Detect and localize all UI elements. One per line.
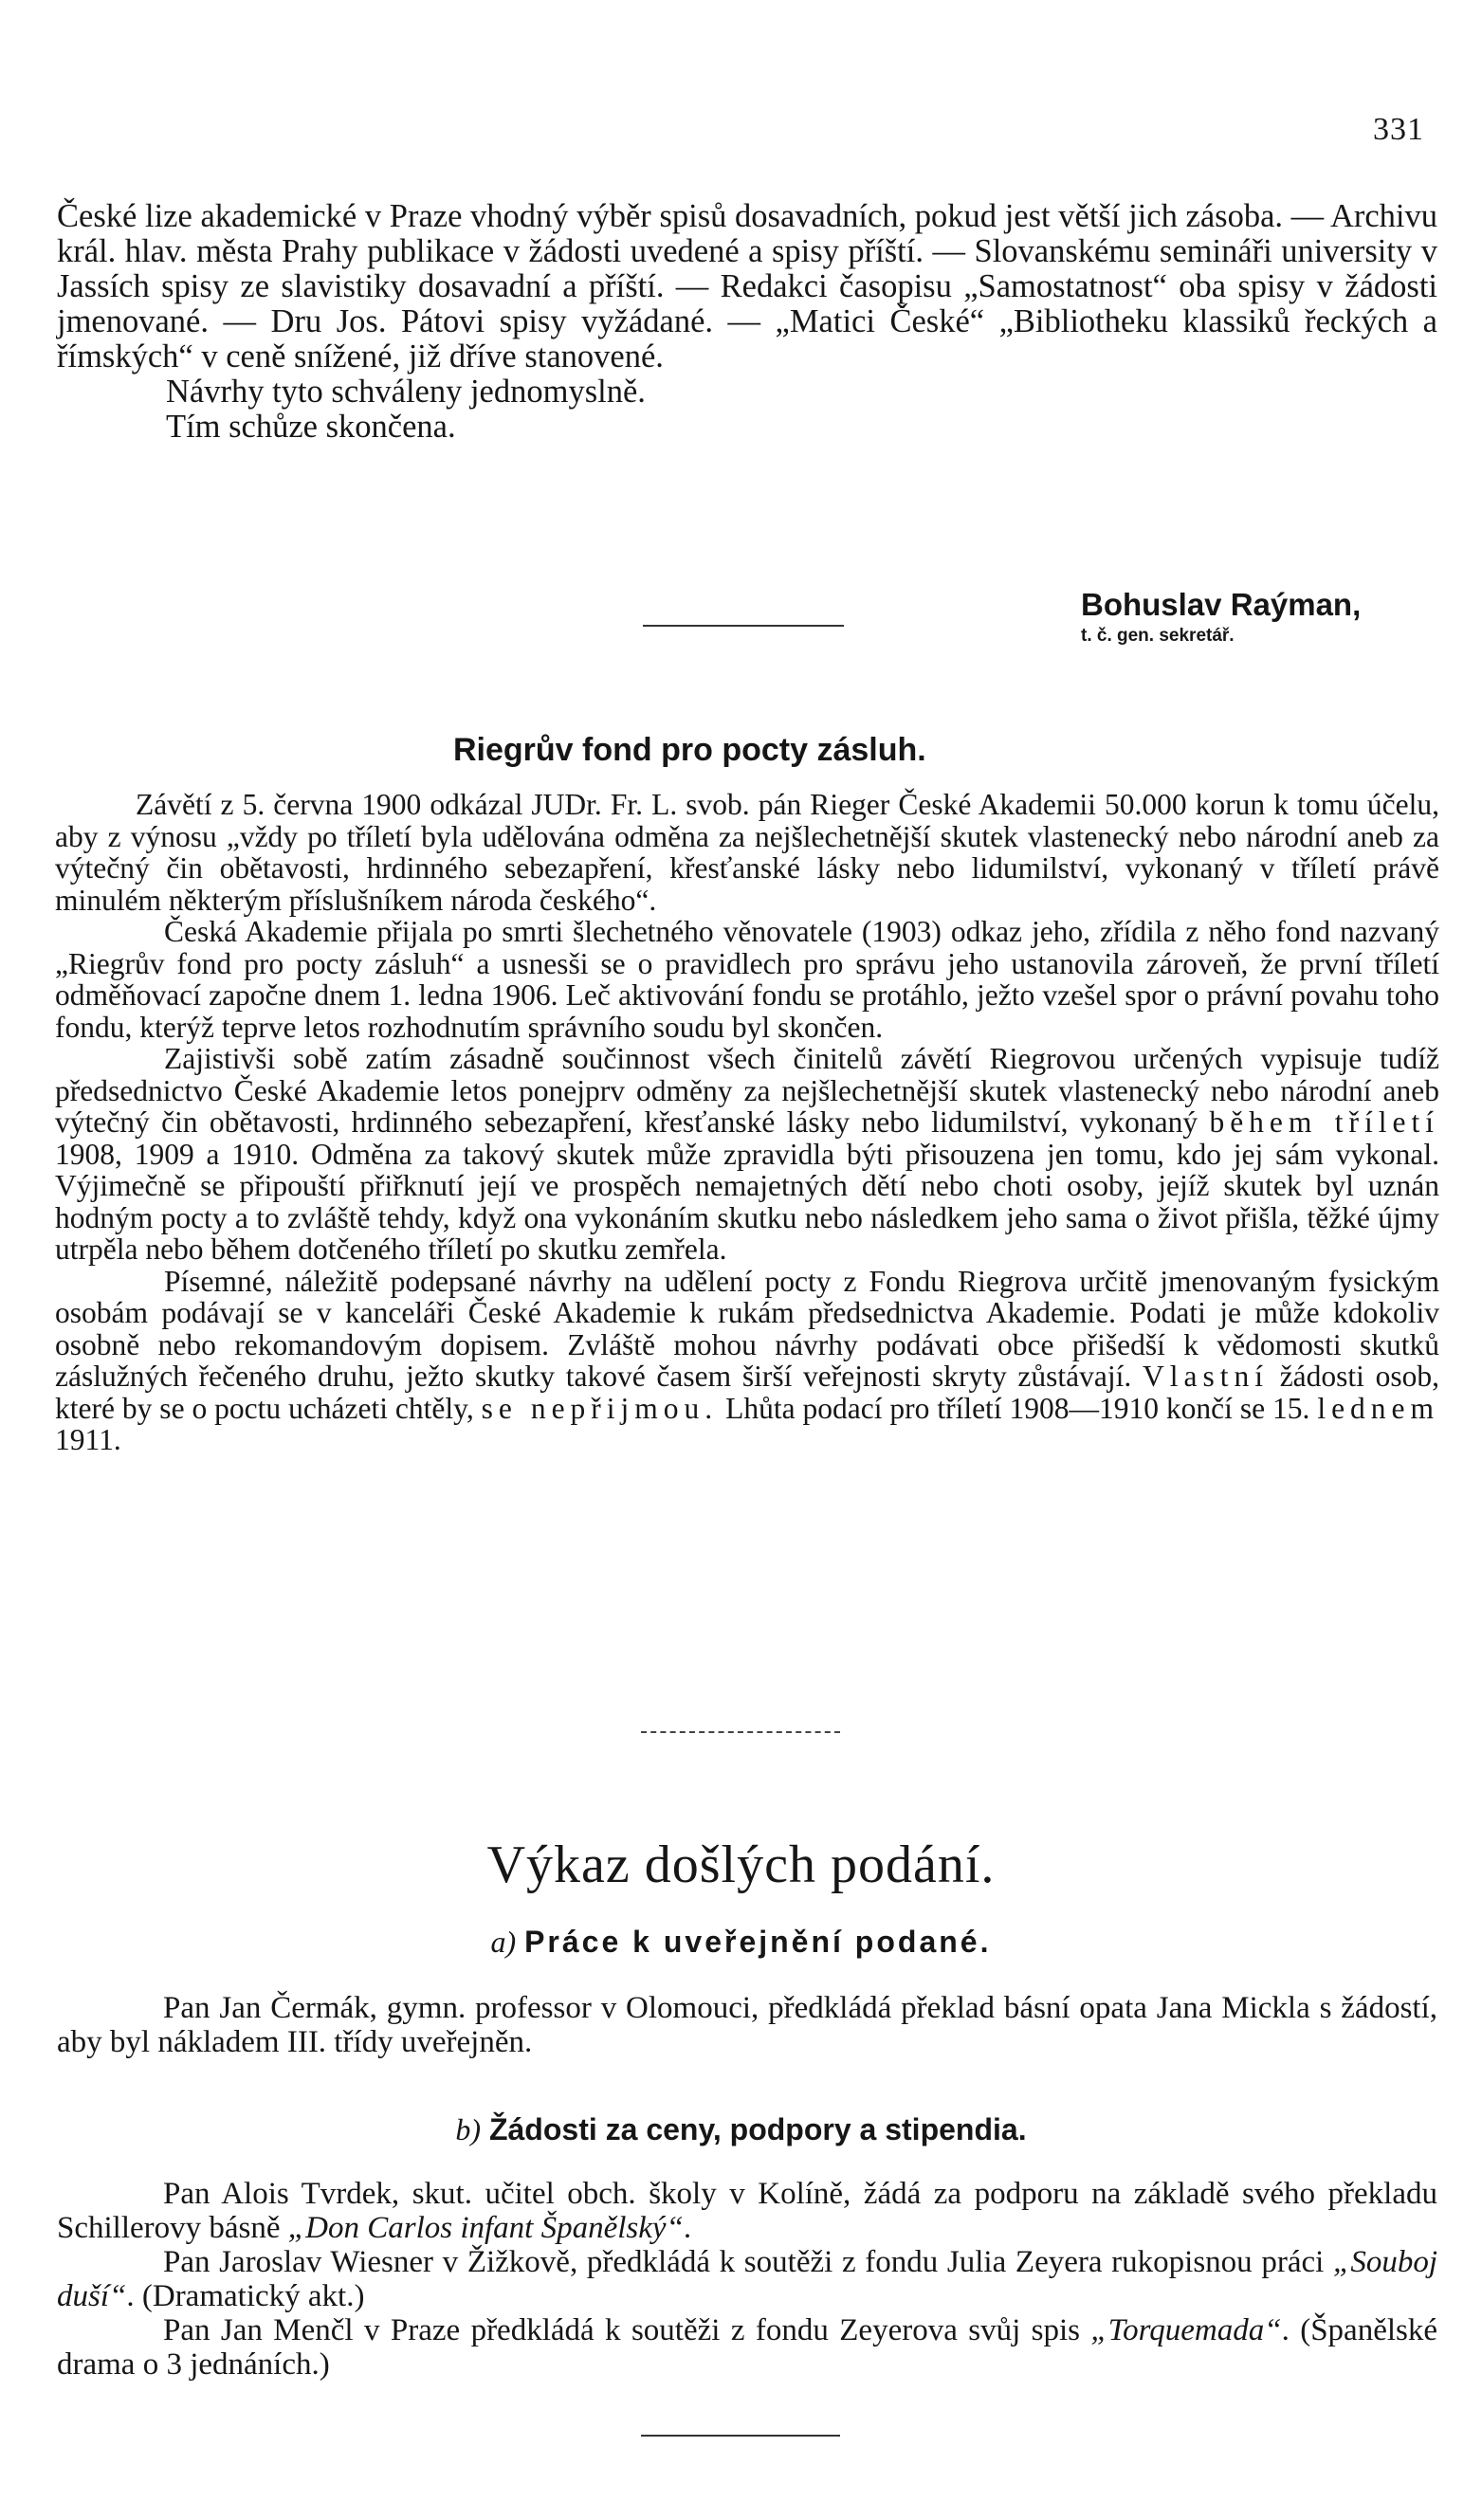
riegr-paragraph-4: Písemné, náležitě podepsané návrhy na udělení pocty z Fondu Riegrova určitě jmenovaným fysickým osobám podávají se v kanceláři České Akademie k rukám předsednictva Akademie. Podati je může kdokoliv osobně nebo rekomandovým dopisem. Zvláště mohou návrhy podávati obce přišedší k vědomosti skutků záslužných řečeného druhu, ježto skutky takové časem širší veřejnosti skryty zůstávají. Vlastní žádosti osob, které by se o poctu ucházeti chtěly, se nepřijmou. Lhůta podací pro tříletí 1908—1910 končí se 15. lednem 1911. [55, 1264, 1440, 1456]
riegr-fond-section [55, 789, 1439, 1456]
section-a-body [57, 1991, 1437, 2059]
signature-role: t. č. gen. sekretář. [1081, 626, 1235, 646]
section-a-heading: a) Práce k uveřejnění podané. [490, 1925, 992, 1959]
intro-section [57, 199, 1437, 445]
section-b-heading: b) Žádosti za ceny, podpory a stipendia. [455, 2112, 1027, 2146]
riegr-paragraph-3: Zajistivši sobě zatím zásadně součinnost všech činitelů závětí Riegrovou určených vypisuje tudíž předsednictvo České Akademie letos ponejprv odměny za nejšlechetnější skutek vlastenecký nebo národní aneb výtečný čin obětavosti, hrdinného sebezapření, křesťanské lásky nebo lidumilství, vykonaný během tříletí 1908, 1909 a 1910. Odměna za takový skutek může zpravidla býti přisouzena jen tomu, kdo jej sám vykonal. Výjimečně se připouští přiřknutí její ve prospěch nemajetných dětí nebo choti osoby, jejíž skutek byl uznán hodným pocty a to zvláště tehdy, když ona vykonáním skutku nebo následkem jeho sama o život přišla, těžké újmy utrpěla nebo během dotčeného tříletí po skutku zemřela. [55, 1042, 1440, 1266]
vykaz-title: Výkaz došlých podání. [486, 1835, 996, 1894]
section-b-paragraph-1: Pan Alois Tvrdek, skut. učitel obch. školy v Kolíně, žádá za podporu na základě svého překladu Schillerovy básně „Don Carlos infant Španělský“. [57, 2177, 1437, 2245]
section-divider [641, 1731, 840, 1733]
riegr-fond-heading: Riegrův fond pro pocty zásluh. [453, 732, 926, 768]
intro-paragraph: České lize akademické v Praze vhodný výběr spisů dosavadních, pokud jest větší jich zásoba. — Archivu král. hlav. města Prahy publikace v žádosti uvedené a spisy příští. — Slovanskému semináři university v Jassích spisy ze slavistiky dosavadní a příští. — Redakci časopisu „Samostatnost“ oba spisy v žádosti jmenované. — Dru Jos. Pátovi spisy vyžádané. — „Matici České“ „Bibliotheku klassiků řeckých a římských“ v ceně snížené, již dříve stanovené. [57, 198, 1437, 374]
signature-name: Bohuslav Raýman, [1081, 587, 1362, 622]
divider-rule [643, 625, 844, 627]
section-b-paragraph-2: Pan Jaroslav Wiesner v Žižkově, předkládá k soutěži z fondu Julia Zeyera rukopisnou práci „Souboj duší“. (Dramatický akt.) [57, 2245, 1437, 2313]
section-a-paragraph: Pan Jan Čermák, gymn. professor v Olomouci, předkládá překlad básní opata Jana Mickla s žádostí, aby byl nákladem III. třídy uveřejněn. [57, 1991, 1437, 2059]
approval-line: Návrhy tyto schváleny jednomyslně. [166, 374, 646, 410]
closing-line: Tím schůze skončena. [166, 409, 456, 445]
section-b-body [57, 2177, 1437, 2382]
section-b-paragraph-3: Pan Jan Menčl v Praze předkládá k soutěži z fondu Zeyerova svůj spis „Torquemada“. (Španělské drama o 3 jednáních.) [57, 2313, 1438, 2382]
page-number: 331 [1373, 112, 1424, 147]
riegr-paragraph-2: Česká Akademie přijala po smrti šlechetného věnovatele (1903) odkaz jeho, zřídila z něho fond nazvaný „Riegrův fond pro pocty zásluh“ a usnesši se o pravidlech pro správu jeho ustanovila zároveň, že první tříletí odměňovací započne dnem 1. ledna 1906. Leč aktivování fondu se protáhlo, ježto vzešel spor o právní povahu toho fondu, kterýž teprve letos rozhodnutím správního soudu byl skončen. [55, 915, 1439, 1044]
bottom-divider [641, 2435, 840, 2437]
riegr-paragraph-1: Závětí z 5. června 1900 odkázal JUDr. Fr. L. svob. pán Rieger České Akademii 50.000 korun k tomu účelu, aby z výnosu „vždy po tříletí byla udělována odměna za nejšlechetnější skutek vlastenecký nebo národní aneb za výtečný čin obětavosti, hrdinného sebezapření, křesťanské lásky nebo lidumilství, vykonaný v tříletí právě minulém některým příslušníkem národa českého“. [55, 788, 1439, 917]
